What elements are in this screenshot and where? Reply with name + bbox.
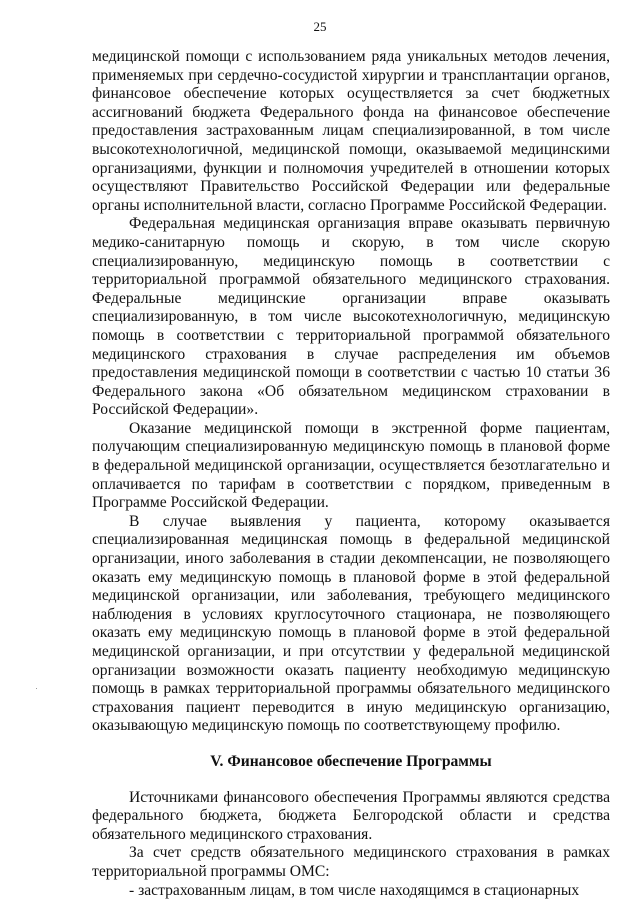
paragraph-funding-sources: Источниками финансового обеспечения Программы являются средства федерального бюджета, бюджета Белгородской области и средства обязательного медицинского страхования. (92, 788, 610, 843)
section-heading: V. Финансовое обеспечение Программы (210, 752, 492, 770)
page-number: 25 (313, 19, 327, 34)
paragraph-patient-transfer: В случае выявления у пациента, которому оказывается специализированная медицинская помощь в федеральной медицинской организации, иного заболевания в стадии декомпенсации, не позволяющего оказать ему медицинскую помощь в плановой форме в этой федеральной медицинской организации, или заболевания, требующего медицинского наблюдения в условиях круглосуточного стационара, не позволяющего оказать ему медицинскую помощь в плановой форме в этой федеральной медицинской организации, и при отсутствии у федеральной медицинской организации возможности оказать пациенту необходимую медицинскую помощь в рамках территориальной программы обязательного медицинского страхования пациент переводится в иную медицинскую организацию, оказывающую медицинскую помощь по соответствующему профилю. (92, 512, 610, 735)
paragraph-continuation: медицинской помощи с использованием ряда уникальных методов лечения, применяемых при сердечно-сосудистой хирургии и трансплантации органов, финансовое обеспечение которых осуществляется за счет бюджетных ассигнований бюджета Федерального фонда на финансовое обеспечение предоставления застрахованным лицам специализированной, в том числе высокотехнологичной, медицинской помощи, оказываемой медицинскими организациями, функции и полномочия учредителей в отношении которых осуществляют Правительство Российской Федерации или федеральные органы исполнительной власти, согласно Программе Российской Федерации. (92, 48, 610, 214)
paragraph-emergency-care: Оказание медицинской помощи в экстренной форме пациентам, получающим специализированную медицинскую помощь в плановой форме в федеральной медицинской организации, осуществляется безотлагательно и оплачивается по тарифам в соответствии с порядком, приведенным в Программе Российской Федерации. (92, 419, 610, 512)
paragraph-oms-funding: За счет средств обязательного медицинского страхования в рамках территориальной программы ОМС: (92, 844, 610, 880)
list-item-insured-persons: - застрахованным лицам, в том числе находящимся в стационарных (129, 881, 580, 899)
margin-mark (36, 688, 37, 689)
paragraph-federal-organization-rights: Федеральная медицинская организация вправе оказывать первичную медико-санитарную помощь и скорую, в том числе скорую специализированную, медицинскую помощь в соответствии с территориальной программой обязательного медицинского страхования. Федеральные медицинские организации вправе оказывать специализированную, в том числе высокотехнологичную, медицинскую помощь в соответствии с территориальной программой обязательного медицинского страхования в случае распределения им объемов предоставления медицинской помощи в соответствии с частью 10 статьи 36 Федерального закона «Об обязательном медицинском страховании в Российской Федерации». (92, 215, 610, 419)
document-body (92, 48, 610, 900)
